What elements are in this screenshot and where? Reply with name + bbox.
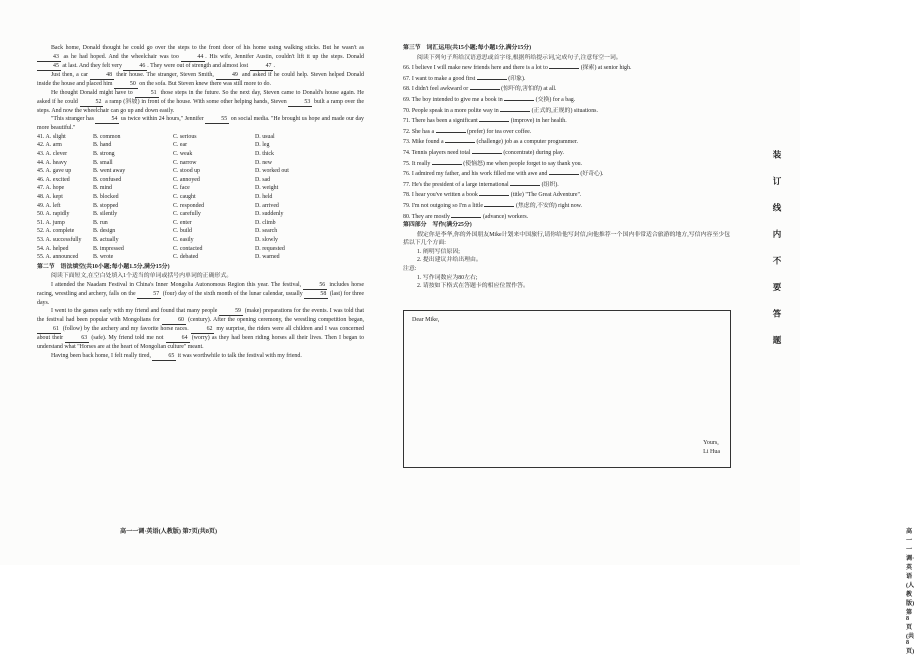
vocab-question: 71. There has been a significant (improve) in her health. (403, 115, 730, 126)
section2-instructions: 阅读下面短文,在空白处填入1个适当的单词或括号内单词的正确形式。 (51, 273, 233, 280)
answer-blank[interactable] (451, 211, 481, 218)
vocab-question: 74. Tennis players need total (concentrate) during play. (403, 147, 730, 158)
vocab-question: 79. I'm not outgoing so I'm a little (焦虑的,不安的) right now. (403, 200, 730, 211)
option: C. carefully (173, 211, 201, 218)
letter-answer-box[interactable] (403, 310, 731, 468)
vocab-question: 72. She has a (prefer) for tea over coffee. (403, 126, 730, 137)
vocab-question: 69. The boy intended to give me a book in (交换) for a bag. (403, 94, 730, 105)
left-page (0, 0, 400, 565)
letter-greeting: Dear Mike, (412, 317, 440, 323)
option: D. slowly (255, 236, 278, 243)
option: 53. A. successfully (37, 236, 82, 243)
blank-65: 65 (152, 353, 176, 361)
option: B. run (93, 219, 108, 226)
option-row (37, 193, 364, 202)
option-row (37, 159, 364, 168)
option: C. enter (173, 219, 192, 226)
option: B. wrote (93, 254, 114, 261)
option: D. sad (255, 176, 271, 183)
vocab-question: 68. I didn't feel awkward or (惊吓的,害怕的) at all. (403, 83, 730, 94)
option: D. worked out (255, 168, 289, 175)
vocab-question: 66. I believe I will make new friends here and there is a lot to (探索) at senior high. (403, 62, 730, 73)
answer-blank[interactable] (500, 105, 530, 112)
blank-56: 56 (303, 282, 327, 290)
option: C. debated (173, 254, 199, 261)
grammar-paragraph: Having been back home, I felt really tired, 65 it was worthwhile to talk the festival with my friend. (51, 353, 302, 360)
option: D. search (255, 228, 278, 235)
vocab-question: 73. Mike found a (challenge) job as a computer programmer. (403, 136, 730, 147)
answer-blank[interactable] (504, 94, 534, 101)
option-row (37, 245, 364, 254)
option: D. climb (255, 219, 276, 226)
answer-blank[interactable] (445, 136, 475, 143)
option: C. responded (173, 202, 205, 209)
option-row (37, 133, 364, 142)
option: D. warned (255, 254, 280, 261)
note-2: 2. 请按如下格式在答题卡的相应位置作答。 (417, 283, 529, 290)
option: B. blocked (93, 193, 119, 200)
left-column (37, 44, 364, 361)
option-row (37, 141, 364, 150)
blank-44: 44 (181, 54, 205, 62)
option: 55. A. announced (37, 254, 79, 261)
section3-title: 第三节 词汇运用(共15小题;每小题1分,满分15分) (403, 45, 532, 51)
option: 50. A. rapidly (37, 211, 70, 218)
option: B. strong (93, 150, 115, 157)
option: 46. A. excited (37, 176, 70, 183)
blank-52: 52 (80, 99, 104, 107)
cloze-passage (37, 44, 364, 133)
blank-45: 45 (37, 63, 61, 71)
grammar-paragraph: I went to the games early with my friend and found that many people 59 (make) preparations for the events. I was told that the festival had been popular with Mongolians for 60 (century). After the opening ceremony, the wrestling competition began, 61 (follow) by the archery and my favorite horse races. 62 my surprise, the riders were all children and I was concerned about their 63 (safe). My friend told me not 64 (worry) as they had been riding horses all their lives. Then I began to understand what "Horses are at the heart of Mongolian culture" meant. (37, 308, 365, 351)
vocabulary-questions (403, 62, 730, 221)
option: C. build (173, 228, 192, 235)
option: B. went away (93, 168, 126, 175)
blank-53: 53 (288, 99, 312, 107)
blank-63: 63 (65, 335, 89, 343)
page-footer-left: 高一一调·英语(人教版) 第7页(共8页) (120, 529, 217, 535)
section2-title: 第二节 语法填空(共10小题;每小题1.5分,满分15分) (37, 263, 170, 270)
answer-blank[interactable] (436, 126, 466, 133)
option-row (37, 176, 364, 185)
option: 42. A. arm (37, 142, 62, 149)
grammar-passage (37, 281, 364, 361)
option: B. mind (93, 185, 112, 192)
blank-62: 62 (191, 326, 215, 334)
option: B. small (93, 159, 113, 166)
section3-instructions: 阅读下列句子所给汉语意思或首字母,根据所给提示词,完成句子,注意每空一词。 (417, 54, 622, 61)
vocab-question: 77. He's the president of a large international (组织). (403, 179, 730, 190)
blank-60: 60 (162, 317, 186, 325)
option-row (37, 150, 364, 159)
answer-blank[interactable] (432, 158, 462, 165)
answer-blank[interactable] (470, 83, 500, 90)
blank-48: 48 (90, 72, 114, 80)
option-row (37, 236, 364, 245)
letter-closing (703, 439, 720, 457)
option: C. easily (173, 236, 194, 243)
closing-word: Yours, (703, 440, 719, 446)
answer-blank[interactable] (549, 168, 579, 175)
option-row (37, 167, 364, 176)
blank-43: 43 (37, 54, 61, 62)
vocab-question: 75. It really (使恼怒) me when people forget to say thank you. (403, 158, 730, 169)
option: D. usual (255, 133, 275, 140)
blank-47: 47 (250, 63, 274, 71)
option: B. confused (93, 176, 122, 183)
option-row (37, 210, 364, 219)
option: C. caught (173, 193, 196, 200)
option: B. actually (93, 236, 119, 243)
option: 51. A. jump (37, 219, 65, 226)
option: B. hand (93, 142, 112, 149)
blank-51: 51 (135, 90, 159, 98)
right-page (400, 0, 914, 655)
writing-point-1: 1. 阐明写信原因; (417, 248, 460, 255)
option: B. impressed (93, 245, 124, 252)
option: 41. A. slight (37, 133, 66, 140)
signature: Li Hua (703, 449, 720, 455)
blank-64: 64 (166, 335, 190, 343)
option: 47. A. hope (37, 185, 65, 192)
option: 44. A. heavy (37, 159, 67, 166)
option: D. suddenly (255, 211, 284, 218)
vocab-question: 70. People speak in a more polite way in (正式的,正规的) situations. (403, 105, 730, 116)
part4-title: 第四部分 写作(满分25分) (403, 222, 472, 229)
right-column (403, 44, 730, 291)
option-row (37, 227, 364, 236)
option-row (37, 184, 364, 193)
answer-blank[interactable] (479, 189, 509, 196)
grammar-paragraph: I attended the Naadam Festival in China's Inner Mongolia Autonomous Region this year. The festival, 56 includes horse racing, wrestling and archery, falls on the 57 (four) day of the sixth month of the lunar calendar, usually 58 (last) for three days. (37, 281, 365, 306)
option: D. thick (255, 150, 274, 157)
answer-blank[interactable] (549, 62, 579, 69)
option: 54. A. helped (37, 245, 69, 252)
page-footer-right: 高一一调·英语(人教版) 第8页(共8页) (906, 529, 914, 655)
blank-54: 54 (95, 116, 119, 124)
option: 52. A. complete (37, 228, 75, 235)
note-label: 注意: (403, 266, 417, 273)
cloze-paragraph: He thought Donald might have to 51 those steps in the future. So the next day, Steven came to Donald's house again. He asked if he could 52 a ramp (斜坡) in front of the house. With some other helping hands, Steven 53 built a ramp over the steps. And now the wheelchair can go up and down easily. (37, 89, 365, 114)
option: B. design (93, 228, 116, 235)
writing-prompt: 假定你是李华,你的外国朋友Mike计划来中国旅行,请你给他写封信,向他推荐一个国内非常适合旅游的地方,写信内容至少包括以下几个方面: (403, 231, 730, 247)
option-row (37, 202, 364, 211)
blank-46: 46 (123, 63, 147, 71)
option: 48. A. kept (37, 193, 63, 200)
option: 43. A. clever (37, 150, 68, 157)
blank-61: 61 (37, 326, 61, 334)
blank-55: 55 (205, 116, 229, 124)
option: D. held (255, 193, 273, 200)
writing-point-2: 2. 提出建议并给出理由。 (417, 257, 482, 264)
option: C. ear (173, 142, 188, 149)
blank-49: 49 (216, 72, 240, 80)
option: D. leg (255, 142, 270, 149)
blank-50: 50 (114, 81, 138, 89)
option: C. serious (173, 133, 197, 140)
blank-57: 57 (137, 291, 161, 299)
vocab-question: 67. I want to make a good first (印象). (403, 73, 730, 84)
note-1: 1. 写作词数应为80左右; (417, 274, 478, 281)
option-row (37, 219, 364, 228)
option: D. requested (255, 245, 285, 252)
option-row (37, 253, 364, 262)
binding-line-notice: 装订线内不要答题 (772, 150, 782, 362)
option: C. stood up (173, 168, 201, 175)
answer-blank[interactable] (510, 179, 540, 186)
option: B. common (93, 133, 121, 140)
option: B. silently (93, 211, 118, 218)
vocab-question: 78. I hear you've written a book (title) "The Great Adventure". (403, 189, 730, 200)
option: D. new (255, 159, 273, 166)
blank-59: 59 (219, 308, 243, 316)
cloze-paragraph: Back home, Donald thought he could go over the steps to the front door of his home using walking sticks. But he wasn't as 43 as he had hoped. And the wheelchair was too 44 . His wife, Jennifer Austin, couldn't lift it up the steps. Donald 45 at last. And they felt very 46 . They were out of strength and almost lost 47 . (37, 44, 364, 71)
option: C. weak (173, 150, 193, 157)
cloze-paragraph: Just then, a car 48 their house. The stranger, Steven Smith, 49 and asked if he could help. Steven helped Donald inside the house and placed him 50 on the sofa. But Steven knew there was still more to do. (37, 71, 364, 87)
option: B. stopped (93, 202, 119, 209)
option: C. annoyed (173, 176, 200, 183)
option: C. contacted (173, 245, 203, 252)
answer-blank[interactable] (477, 73, 507, 80)
answer-blank[interactable] (479, 115, 509, 122)
cloze-paragraph: "This stranger has 54 us twice within 24 hours," Jennifer 55 on social media. "He brought us hope and made our day more beautiful." (37, 116, 364, 132)
option: D. arrived (255, 202, 279, 209)
cloze-options (37, 133, 364, 262)
vocab-question: 76. I admired my father, and his work filled me with awe and (好奇心). (403, 168, 730, 179)
option: 45. A. gave up (37, 168, 72, 175)
option: C. narrow (173, 159, 197, 166)
answer-blank[interactable] (484, 200, 514, 207)
option: 49. A. left (37, 202, 61, 209)
option: D. weight (255, 185, 279, 192)
answer-blank[interactable] (472, 147, 502, 154)
option: C. face (173, 185, 190, 192)
vocab-question: 80. They are mostly (advance) workers. (403, 211, 730, 222)
blank-58: 58 (304, 291, 328, 299)
